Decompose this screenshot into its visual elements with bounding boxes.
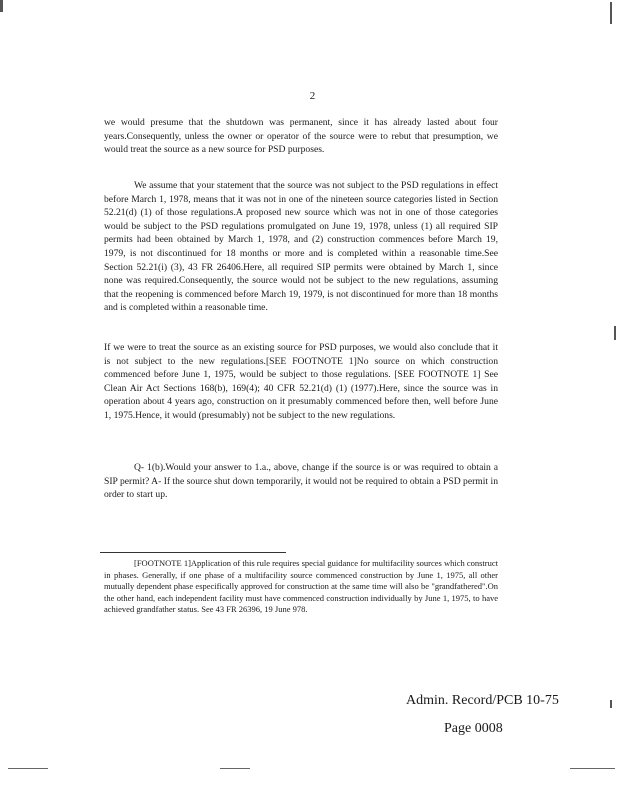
footnote-1: [FOOTNOTE 1]Application of this rule requires special guidance for multifacility sources which construct in phases. Generally, if one phase of a multifacility source commenced construction by June 1, 1975, all other mutually dependent phase especifically approved for construction at the same time will also be "grandfathered".On the other hand, each independent facility must have commenced construction individually by June 1, 1975, to have achieved grandfather status. See 43 FR 26396, 19 June 978. [104, 558, 498, 614]
footnote-divider [100, 552, 286, 553]
paragraph-psd-assumption: We assume that your statement that the source was not subject to the PSD regulations in effect before March 1, 1978, means that it was not in one of the nineteen source categories listed in Section 52.21(d) (1) of those regulations.A proposed new source which was not in one of those categories would be subject to the PSD regulations promulgated on June 19, 1978, unless (1) all required SIP permits had been obtained by March 1, 1978, and (2) construction commences before March 19, 1979, is not discontinued for 18 months or more and is completed within a reasonable time.See Section 52.21(i) (3), 43 FR 26406.Here, all required SIP permits were obtained by March 1, since none was required.Consequently, the source would not be subject to the new regulations, assuming that the reopening is commenced before March 19, 1979, is not discontinued for more than 18 months and is completed within a reasonable time. [104, 180, 498, 314]
scan-edge-mark [610, 700, 612, 708]
paragraph-existing-source: If we were to treat the source as an existing source for PSD purposes, we would also conclude that it is not subject to the new regulations.[SEE FOOTNOTE 1]No source on which construction commenced before June 1, 1975, would be subject to those regulations. [SEE FOOTNOTE 1] See Clean Air Act Sections 168(b), 169(4); 40 CFR 52.21(d) (1) (1977).Here, since the source was in operation about 4 years ago, construction on it presumably commenced before then, well before June 1, 1975.Hence, it would (presumably) not be subject to the new regulations. [104, 342, 498, 421]
scan-bottom-line [8, 768, 48, 769]
page-number: 2 [309, 90, 316, 102]
scan-edge-mark [610, 2, 612, 24]
admin-record-stamp: Admin. Record/PCB 10-75 [406, 693, 559, 708]
paragraph-shutdown: we would presume that the shutdown was permanent, since it has already lasted about four years.Consequently, unless the owner or operator of the source were to rebut that presumption, we would treat the source as a new source for PSD purposes. [104, 117, 498, 156]
page-stamp: Page 0008 [444, 721, 503, 736]
scan-bottom-line [570, 768, 615, 769]
scan-edge-mark [0, 0, 3, 12]
paragraph-question-1b: Q- 1(b).Would your answer to 1.a., above, change if the source is or was required to obtain a SIP permit? A- If the source shut down temporarily, it would not be required to obtain a PSD permit in order to start up. [104, 462, 498, 501]
scan-bottom-line [220, 768, 250, 769]
scan-edge-mark [614, 326, 616, 340]
